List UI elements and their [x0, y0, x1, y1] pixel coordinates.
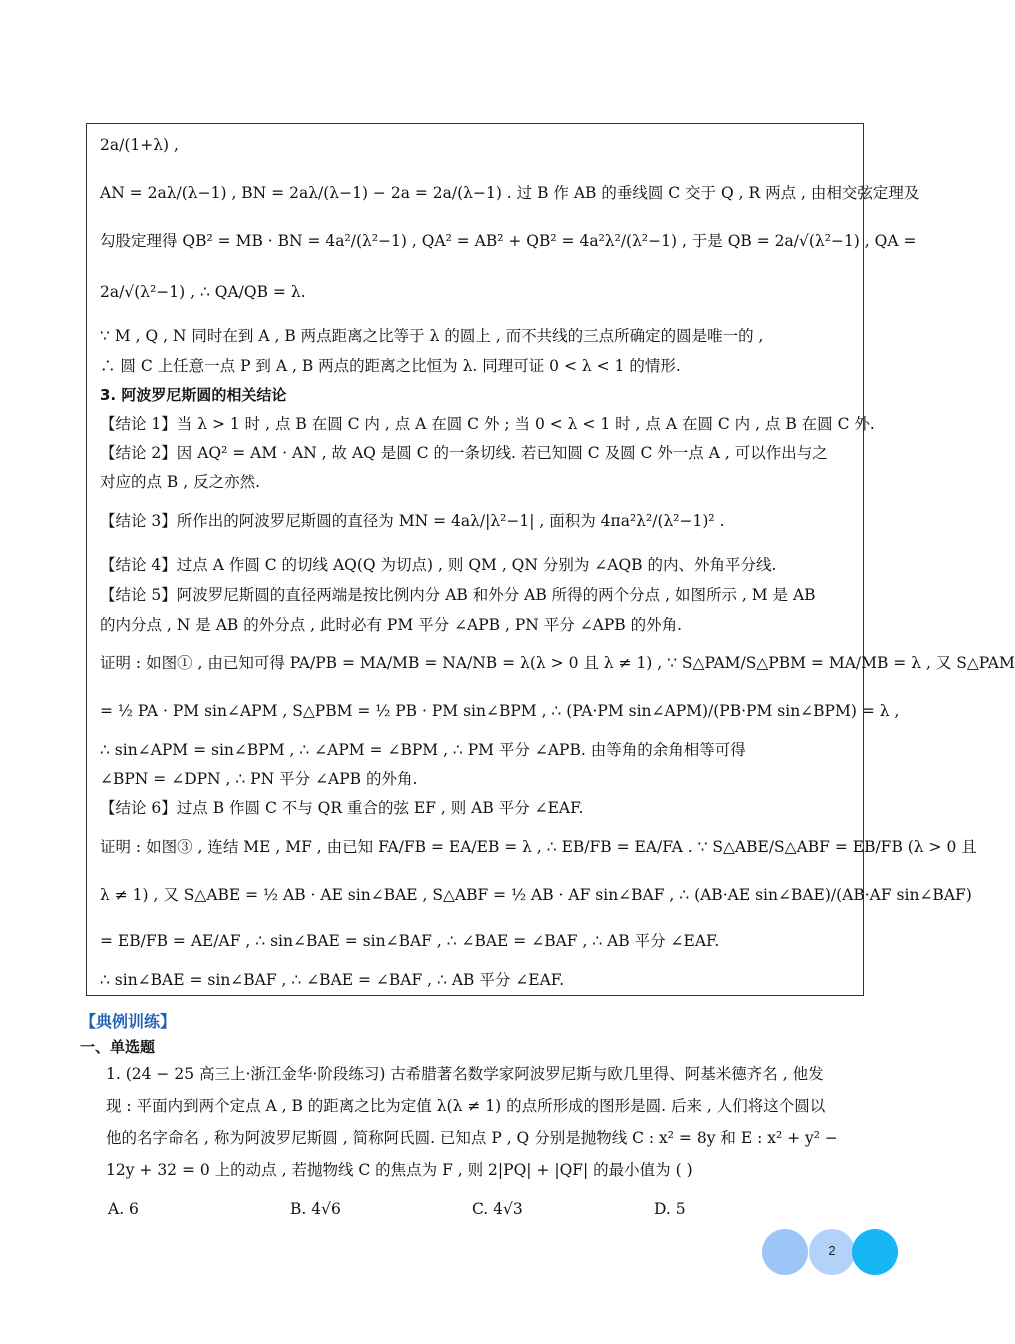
question-line: 现 : 平面内到两个定点 A , B 的距离之比为定值 λ(λ ≠ 1) 的点所形成的图形是圆. 后来 , 人们将这个圆以 — [106, 1097, 826, 1115]
option-a[interactable]: A. 6 — [108, 1200, 139, 1218]
subsection-title: 一、单选题 — [80, 1038, 156, 1056]
conclusion-3: 【结论 3】所作出的阿波罗尼斯圆的直径为 MN = 4aλ/|λ²−1| , 面积为 4πa²λ²/(λ²−1)² . — [100, 512, 725, 530]
proof-line: = EB/FB = AE/AF , ∴ sin∠BAE = sin∠BAF , ∴ ∠BAE = ∠BAF , ∴ AB 平分 ∠EAF. — [100, 932, 720, 950]
proof-line: ∴ sin∠APM = sin∠BPM , ∴ ∠APM = ∠BPM , ∴ PM 平分 ∠APB. 由等角的余角相等可得 — [100, 741, 746, 759]
proof-line: λ ≠ 1) , 又 S△ABE = ½ AB · AE sin∠BAE , S△ABF = ½ AB · AF sin∠BAF , ∴ (AB·AE sin∠BAE)/(AB·AF sin∠BAF) — [100, 886, 972, 904]
question-line: 1. (24 − 25 高三上·浙江金华·阶段练习) 古希腊著名数学家阿波罗尼斯与欧几里得、阿基米德齐名 , 他发 — [106, 1065, 824, 1083]
question-line: 他的名字命名 , 称为阿波罗尼斯圆 , 简称阿氏圆. 已知点 P , Q 分别是抛物线 C : x² = 8y 和 E : x² + y² − — [106, 1129, 838, 1147]
conclusion-5: 【结论 5】阿波罗尼斯圆的直径两端是按比例内分 AB 和外分 AB 所得的两个分点 , 如图所示 , M 是 AB — [100, 586, 816, 604]
proof-line: ∠BPN = ∠DPN , ∴ PN 平分 ∠APB 的外角. — [100, 770, 418, 788]
box-line: 的内分点 , N 是 AB 的外分点 , 此时必有 PM 平分 ∠APB , PN 平分 ∠APB 的外角. — [100, 616, 683, 634]
conclusion-4: 【结论 4】过点 A 作圆 C 的切线 AQ(Q 为切点) , 则 QM , QN 分别为 ∠AQB 的内、外角平分线. — [100, 556, 777, 574]
conclusion-1: 【结论 1】当 λ > 1 时 , 点 B 在圆 C 内 , 点 A 在圆 C 外 ; 当 0 < λ < 1 时 , 点 A 在圆 C 内 , 点 B 在圆 C 外. — [100, 415, 875, 433]
option-b[interactable]: B. 4√6 — [290, 1200, 341, 1218]
box-line: ∵ M , Q , N 同时在到 A , B 两点距离之比等于 λ 的圆上 , 而不共线的三点所确定的圆是唯一的 , — [100, 327, 764, 345]
proof-line: ∴ sin∠BAE = sin∠BAF , ∴ ∠BAE = ∠BAF , ∴ AB 平分 ∠EAF. — [100, 971, 565, 989]
page-badge-right — [852, 1229, 898, 1275]
conclusion-6: 【结论 6】过点 B 作圆 C 不与 QR 重合的弦 EF , 则 AB 平分 ∠EAF. — [100, 799, 584, 817]
section-title: 【典例训练】 — [80, 1012, 177, 1031]
conclusion-2: 【结论 2】因 AQ² = AM · AN , 故 AQ 是圆 C 的一条切线. 若已知圆 C 及圆 C 外一点 A , 可以作出与之 — [100, 444, 828, 462]
option-d[interactable]: D. 5 — [654, 1200, 686, 1218]
option-c[interactable]: C. 4√3 — [472, 1200, 523, 1218]
proof-line: 证明 : 如图③ , 连结 ME , MF , 由已知 FA/FB = EA/EB = λ , ∴ EB/FB = EA/FA . ∵ S△ABE/S△ABF = EB/FB (λ > 0 且 — [100, 838, 977, 856]
page-number: 2 — [828, 1243, 836, 1258]
box-section-title: 3. 阿波罗尼斯圆的相关结论 — [100, 386, 287, 404]
box-line: ∴ 圆 C 上任意一点 P 到 A , B 两点的距离之比恒为 λ. 同理可证 0 < λ < 1 的情形. — [100, 357, 681, 375]
box-line: AN = 2aλ/(λ−1) , BN = 2aλ/(λ−1) − 2a = 2a/(λ−1) . 过 B 作 AB 的垂线圆 C 交于 Q , R 两点 , 由相交弦定理及 — [100, 184, 920, 202]
question-line: 12y + 32 = 0 上的动点 , 若抛物线 C 的焦点为 F , 则 2|PQ| + |QF| 的最小值为 ( ) — [106, 1161, 693, 1179]
proof-line: = ½ PA · PM sin∠APM , S△PBM = ½ PB · PM sin∠BPM , ∴ (PA·PM sin∠APM)/(PB·PM sin∠BPM) = λ , — [100, 702, 900, 720]
proof-line: 证明 : 如图① , 由已知可得 PA/PB = MA/MB = NA/NB = λ(λ > 0 且 λ ≠ 1) , ∵ S△PAM/S△PBM = MA/MB = λ , 又 S△PAM — [100, 654, 1015, 672]
box-line: 对应的点 B , 反之亦然. — [100, 473, 261, 491]
box-line: 2a/√(λ²−1) , ∴ QA/QB = λ. — [100, 283, 306, 301]
page-badge-left — [762, 1229, 808, 1275]
box-line: 勾股定理得 QB² = MB · BN = 4a²/(λ²−1) , QA² = AB² + QB² = 4a²λ²/(λ²−1) , 于是 QB = 2a/√(λ²−1) , QA = — [100, 232, 917, 250]
box-line: 2a/(1+λ) , — [100, 136, 179, 154]
